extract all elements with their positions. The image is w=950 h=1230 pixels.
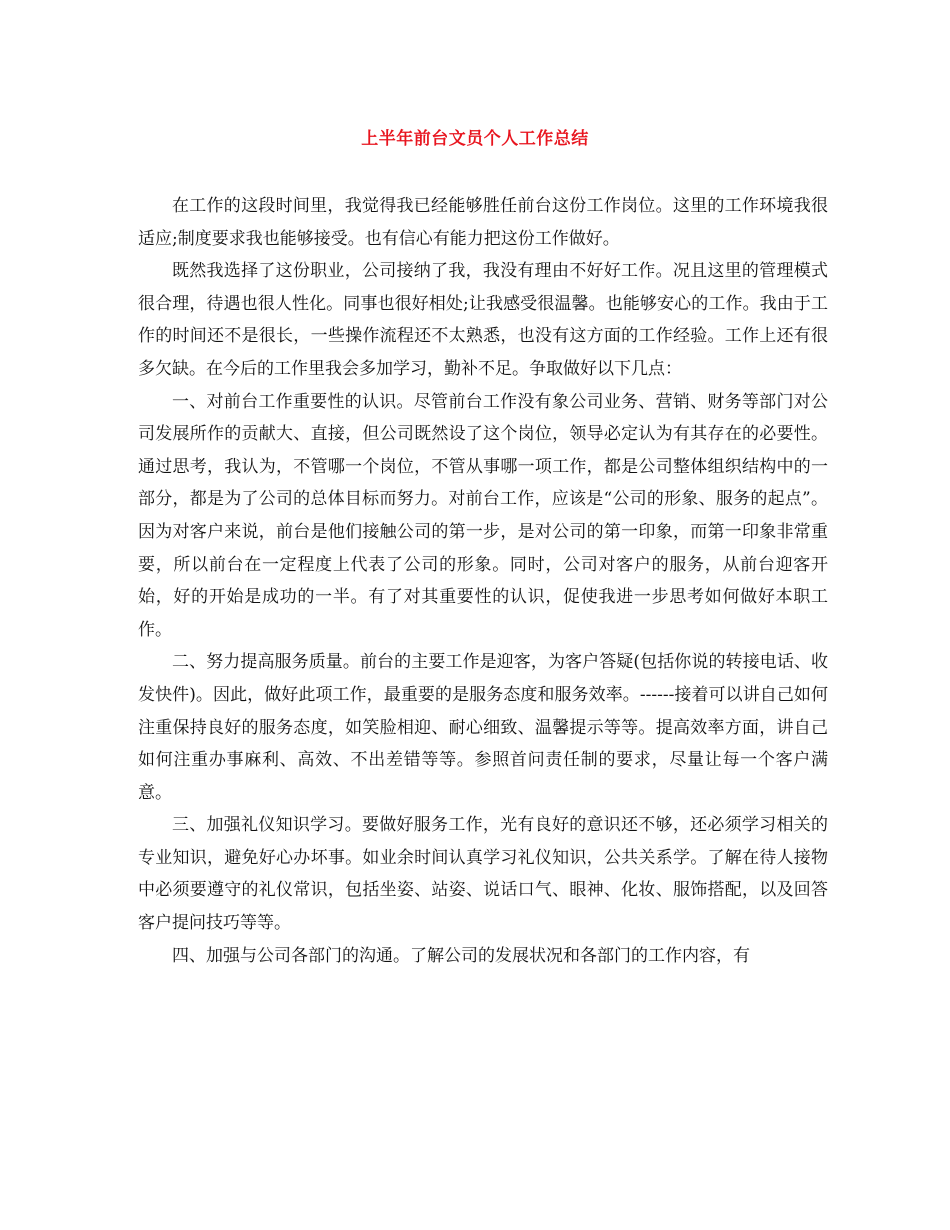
paragraph-point-three: 三、加强礼仪知识学习。要做好服务工作，光有良好的意识还不够，还必须学习相关的专业知识，避免好心办坏事。如业余时间认真学习礼仪知识，公共关系学。了解在待人接物中必须要遵守的礼仪常识，包括坐姿、站姿、说话口气、眼神、化妆、服饰搭配，以及回答客户提问技巧等等。 [138, 815, 828, 934]
paragraph-intro: 在工作的这段时间里，我觉得我已经能够胜任前台这份工作岗位。这里的工作环境我很适应;制度要求我也能够接受。也有信心有能力把这份工作做好。 [138, 196, 828, 249]
paragraph-point-four: 四、加强与公司各部门的沟通。了解公司的发展状况和各部门的工作内容，有 [172, 945, 750, 966]
document-body [138, 190, 828, 972]
paragraph-point-one: 一、对前台工作重要性的认识。尽管前台工作没有象公司业务、营销、财务等部门对公司发展所作的贡献大、直接，但公司既然设了这个岗位，领导必定认为有其存在的必要性。通过思考，我认为，不管哪一个岗位，不管从事哪一项工作，都是公司整体组织结构中的一部分，都是为了公司的总体目标而努力。对前台工作，应该是“公司的形象、服务的起点”。因为对客户来说，前台是他们接触公司的第一步，是对公司的第一印象，而第一印象非常重要，所以前台在一定程度上代表了公司的形象。同时，公司对客户的服务，从前台迎客开始，好的开始是成功的一半。有了对其重要性的认识，促使我进一步思考如何做好本职工作。 [138, 391, 828, 640]
paragraph-career-choice: 既然我选择了这份职业，公司接纳了我，我没有理由不好好工作。况且这里的管理模式很合理，待遇也很人性化。同事也很好相处;让我感受很温馨。也能够安心的工作。我由于工作的时间还不是很长，一些操作流程还不太熟悉，也没有这方面的工作经验。工作上还有很多欠缺。在今后的工作里我会多加学习，勤补不足。争取做好以下几点： [138, 261, 828, 379]
document-title: 上半年前台文员个人工作总结 [361, 129, 589, 149]
paragraph-point-two: 二、努力提高服务质量。前台的主要工作是迎客，为客户答疑(包括你说的转接电话、收发快件)。因此，做好此项工作，最重要的是服务态度和服务效率。------接着可以讲自己如何注重保持良好的服务态度，如笑脸相迎、耐心细致、温馨提示等等。提高效率方面，讲自己如何注重办事麻利、高效、不出差错等等。参照首问责任制的要求，尽量让每一个客户满意。 [138, 652, 828, 803]
